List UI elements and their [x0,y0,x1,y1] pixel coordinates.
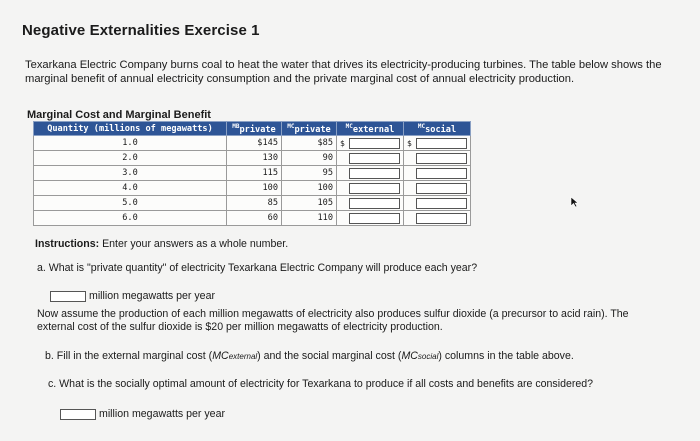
intro-text: Texarkana Electric Company burns coal to heat the water that drives its electricity-producing turbines. The table below shows the marginal benefit of annual electricity consumption and the private marginal cost of annual electricity production. [25,59,662,85]
dollar-sign: $ [340,138,345,148]
mc-private-cell: 105 [282,196,337,211]
mc-external-cell [337,166,404,181]
question-b-part2: ) and the social marginal cost ( [257,350,402,362]
mc-private-cell: 100 [282,181,337,196]
question-b-sub1: external [228,352,258,361]
mc-external-cell [337,181,404,196]
question-c: c. What is the socially optimal amount of electricity for Texarkana to produce if all costs and benefits are considered? [48,378,594,390]
mc-private-cell: $85 [282,136,337,151]
quantity-cell: 2.0 [34,151,227,166]
header-mcp-prefix: MC [287,122,295,130]
mc-social-input-5[interactable] [416,198,467,209]
cost-benefit-table [33,121,471,226]
mb-private-cell: 130 [227,151,282,166]
mouse-cursor-icon [570,196,579,208]
mc-social-input-3[interactable] [416,168,467,179]
question-b-mc1: MC [212,350,229,362]
dollar-sign: $ [407,138,412,148]
mc-social-cell [404,196,471,211]
answer-a-unit: million megawatts per year [89,290,215,302]
question-a: a. What is "private quantity" of electricity Texarkana Electric Company will produce each year? [37,262,478,274]
question-b [45,350,574,362]
header-mcp-suffix: private [294,124,331,135]
header-mce-prefix: MC [345,122,353,130]
quantity-cell: 4.0 [34,181,227,196]
header-mc-external [337,122,404,136]
mc-external-input-6[interactable] [349,213,400,224]
mc-social-input-4[interactable] [416,183,467,194]
mc-external-input-4[interactable] [349,183,400,194]
table-row [34,166,471,181]
mb-private-cell: $145 [227,136,282,151]
mc-private-cell: 90 [282,151,337,166]
mc-external-input-2[interactable] [349,153,400,164]
answer-a-input[interactable] [50,291,86,302]
mc-social-input-6[interactable] [416,213,467,224]
table-row [34,151,471,166]
quantity-cell: 1.0 [34,136,227,151]
header-quantity: Quantity (millions of megawatts) [34,122,227,136]
header-mb-suffix: private [239,124,276,135]
mc-social-cell [404,136,471,151]
header-mc-social [404,122,471,136]
answer-c-row [60,408,225,420]
mc-private-cell: 95 [282,166,337,181]
mb-private-cell: 100 [227,181,282,196]
answer-c-input[interactable] [60,409,96,420]
mc-social-input-1[interactable] [416,138,467,149]
header-mcs-suffix: social [425,124,457,135]
table-row [34,181,471,196]
table-header-row [34,122,471,136]
mb-private-cell: 85 [227,196,282,211]
mc-social-cell [404,181,471,196]
instructions-text: Enter your answers as a whole number. [99,238,289,250]
table-row [34,136,471,151]
mc-external-cell [337,196,404,211]
instructions [35,238,288,250]
header-mcs-prefix: MC [417,122,426,130]
mc-external-input-3[interactable] [349,168,400,179]
quantity-cell: 3.0 [34,166,227,181]
mc-private-cell: 110 [282,211,337,226]
mc-social-input-2[interactable] [416,153,467,164]
mc-external-input-5[interactable] [349,198,400,209]
page-title: Negative Externalities Exercise 1 [22,22,260,39]
header-mb-prefix: MB [232,122,240,130]
mc-external-cell [337,136,404,151]
instructions-label: Instructions: [35,238,100,250]
mb-private-cell: 60 [227,211,282,226]
mc-social-cell [404,151,471,166]
answer-c-unit: million megawatts per year [99,408,225,420]
mc-external-input-1[interactable] [349,138,400,149]
mc-social-cell [404,166,471,181]
header-mce-suffix: external [352,124,395,135]
table-caption: Marginal Cost and Marginal Benefit [27,109,211,121]
table-row [34,211,471,226]
table-row [34,196,471,211]
answer-a-row [50,290,215,302]
mc-social-cell [404,211,471,226]
header-mb-private [227,122,282,136]
mc-external-cell [337,211,404,226]
quantity-cell: 5.0 [34,196,227,211]
header-mc-private [282,122,337,136]
question-b-sub2: social [417,352,439,361]
sulfur-dioxide-paragraph: Now assume the production of each million megawatts of electricity also produces sulfur dioxide (a precursor to acid rain). The external cost of the sulfur dioxide is $20 per million megawatts of electricity production. [37,308,629,333]
question-b-mc2: MC [401,350,418,362]
quantity-cell: 6.0 [34,211,227,226]
question-b-part3: ) columns in the table above. [438,350,574,362]
question-b-part1: b. Fill in the external marginal cost ( [45,350,213,362]
mc-external-cell [337,151,404,166]
mb-private-cell: 115 [227,166,282,181]
